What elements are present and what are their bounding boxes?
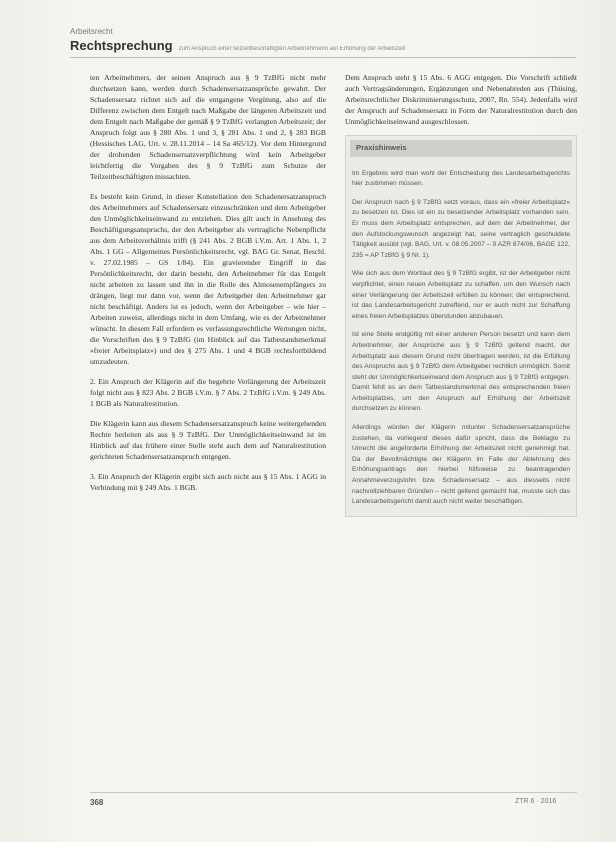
right-column (345, 72, 577, 517)
left-column (90, 72, 326, 493)
hint-paragraph-4: Ist eine Stelle endgültig mit einer anderen Person besetzt und kann dem Arbeitnehmer, der Ansprüche aus § 9 TzBfG geltend macht, der Arbeitsplatz aus diesem Grund nicht übertragen werden, ist die Erfüllung des Anspruchs aus § 9 TzBfG dem Arbeitgeber rechtlich unmöglich. Somit steht der Unmöglichkeitseinwand dem Anspruch aus § 9 TzBfG entgegen. Damit fehlt es an dem Tatbestandsmerkmal des entsprechenden freien Arbeitsplatzes, um den Anspruch auf Erhöhung der Arbeitszeit durchsetzen zu können. (352, 331, 570, 413)
section-label: Arbeitsrecht (70, 27, 113, 36)
hint-paragraph-5: Allerdings würden der Klägerin mitunter Schadensersatzansprüche zustehen, da vorliegend dieses dafür spricht, dass die Beklagte zu Unrecht die angeforderte Erhöhung der Arbeitszeit nicht genehmigt hat. Da der Bevollmächtigte der Klägerin im Falle der Ablehnung des Erhöhungsantrags den hierbei hilfsweise zu beantragenden Annahmeverzugslohn bzw. Schadensersatz – aus diesseits nicht nachvollziehbaren Gründen – nicht geltend gemacht hat, musste sich das Landesarbeitsgericht damit auch nicht weiter beschäftigen. (352, 424, 570, 506)
page-number: 368 (90, 798, 104, 807)
hint-paragraph-1: Im Ergebnis wird man wohl der Entscheidung des Landesarbeitsgerichts hier zustimmen müssen. (352, 169, 570, 188)
left-paragraph-4: Die Klägerin kann aus diesem Schadensersatzanspruch keine weitergehenden Rechte herleiten als aus § 9 TzBfG. Der Unmöglichkeitseinwand ist im Hinblick auf das frühere einer Stelle steht auch dem auf Naturalrestitution gerichteten Schadensersatzanspruch entgegen. (90, 419, 326, 461)
left-paragraph-5: 3. Ein Anspruch der Klägerin ergibt sich auch nicht aus § 15 Abs. 1 AGG in Verbindung mit § 249 Abs. 1 BGB. (90, 472, 326, 492)
hint-paragraph-2: Der Anspruch nach § 9 TzBfG setzt voraus, dass ein »freier Arbeitsplatz« zu besetzen ist. Dies ist ein zu besetzender Arbeitsplatz vorhanden sein. Er muss dem Arbeitsplatz entsprechen, auf dem der Arbeitnehmer, der den Aufstockungswunsch angezeigt hat, seine vertraglich geschuldete Tätigkeit ausübt (vgl. BAG, Urt. v. 08.05.2007 – 9 AZR 874/06, BAGE 122, 235 = AP TzBfG § 9 Nr. 1). (352, 198, 570, 259)
left-paragraph-2: Es besteht kein Grund, in dieser Konstellation den Schadenersatzanspruch des Arbeitnehmers auf Schadensersatz einzuschränken und dem Arbeitgeber den Unmöglichkeitseinwand zu entziehen. Dies gilt auch in Ansehung des Beschäftigungsanspruchs, der den Arbeitgeber als vertragliche Nebenpflicht aus dem Arbeitsverhältnis trifft (§ 241 Abs. 2 BGB i.V.m. Art. 1 Abs. 1, 2 Abs. 1 GG – Allgemeines Persönlichkeitsrecht, vgl. BAG Gr. Senat, Beschl. v. 27.02.1985 – GS 1/84). Ein gravierender Eingriff in das Persönlichkeitsrecht, der darin besteht, den Arbeitnehmer für das Entgelt nicht arbeiten zu lassen und ihn in die Rolle des Almosenempfängers zu drängen, liegt nur dann vor, wenn der Arbeitgeber den Arbeitnehmer gar nicht beschäftigt. Anders ist es jedoch, wenn der Arbeitgeber – wie hier – Arbeiten zuweist, allerdings nicht in dem Umfang, wie es der Arbeitnehmer wünscht. In diesem Fall erfordern es verfassungsrechtliche Wertungen nicht, die Vorschriften des § 9 TzBfG (im Hinblick auf das Tatbestandsmerkmal »freier Arbeitsplatz«) und des § 275 Abs. 1 und 4 BGB rechtsfortbildend umzudeuten. (90, 192, 326, 366)
header-subtitle: zum Anspruch einer teilzeitbeschäftigten Arbeitnehmerin auf Erhöhung der Arbeitszeit (178, 46, 406, 52)
right-paragraph-1: Dem Anspruch steht § 15 Abs. 6 AGG entgegen. Die Vorschrift schließt auch Vertragsänderungen, Ergänzungen und Nebenabreden aus (Thüsing, Arbeitsrechtlicher Diskriminierungsschutz, 2007, Rn. 554). Jedenfalls wird der Anspruch auf Schadensersatz in Form der Naturalrestitution durch den Unmöglichkeitseinwand ausgeschlossen. (345, 73, 577, 126)
left-paragraph-3: 2. Ein Anspruch der Klägerin auf die begehrte Verlängerung der Arbeitszeit folgt nicht aus § 823 Abs. 2 BGB i.V.m. § 7 Abs. 2 TzBfG i.V.m. § 249 Abs. 1 BGB als Naturalrestitution. (90, 377, 326, 408)
header-title: Rechtsprechung (70, 38, 173, 53)
journal-reference: ZTR 6 · 2016 (515, 798, 557, 805)
page-header (70, 38, 576, 58)
footer-divider (90, 792, 577, 793)
practice-hint-title: Praxishinweis (350, 140, 572, 157)
left-paragraph-1: ten Arbeitnehmers, der seinen Anspruch aus § 9 TzBfG nicht mehr durchsetzen kann, werden durch Schadensersatzansprüche gewahrt. Der Schadensersatz richtet sich auf die entgangene Vergütung, also auf die Differenz zwischen dem Entgelt nach Maßgabe der längeren Arbeitszeit und dem Entgelt nach Maßgabe der gemäß § 9 TzBfG verlangten Arbeitszeit; der Anspruch folgt aus § 280 Abs. 1 und 3, § 281 Abs. 1 und 2, § 283 BGB (Hessisches LAG, Urt. v. 28.11.2014 – 14 Sa 465/12). Vor dem Hintergrund der drohenden Schadensersatzverpflichtung wird kein Arbeitgeber leichtfertig die Vorgaben des § 9 TzBfG zum Schutze der Teilzeitbeschäftigten missachten. (90, 73, 326, 181)
practice-hint-box (345, 135, 577, 517)
hint-paragraph-3: Wie sich aus dem Wortlaut des § 9 TzBfG ergibt, ist der Arbeitgeber nicht verpflichtet, einen neuen Arbeitsplatz zu schaffen, um den Wunsch nach einer Verlängerung der Arbeitszeit erfüllen zu können; der entsprechend, ist das Landesarbeitsgericht zutreffend, nur er auch nicht zur Schaffung eines freien Arbeitsplatzes überstunden abzubauen. (352, 270, 570, 320)
